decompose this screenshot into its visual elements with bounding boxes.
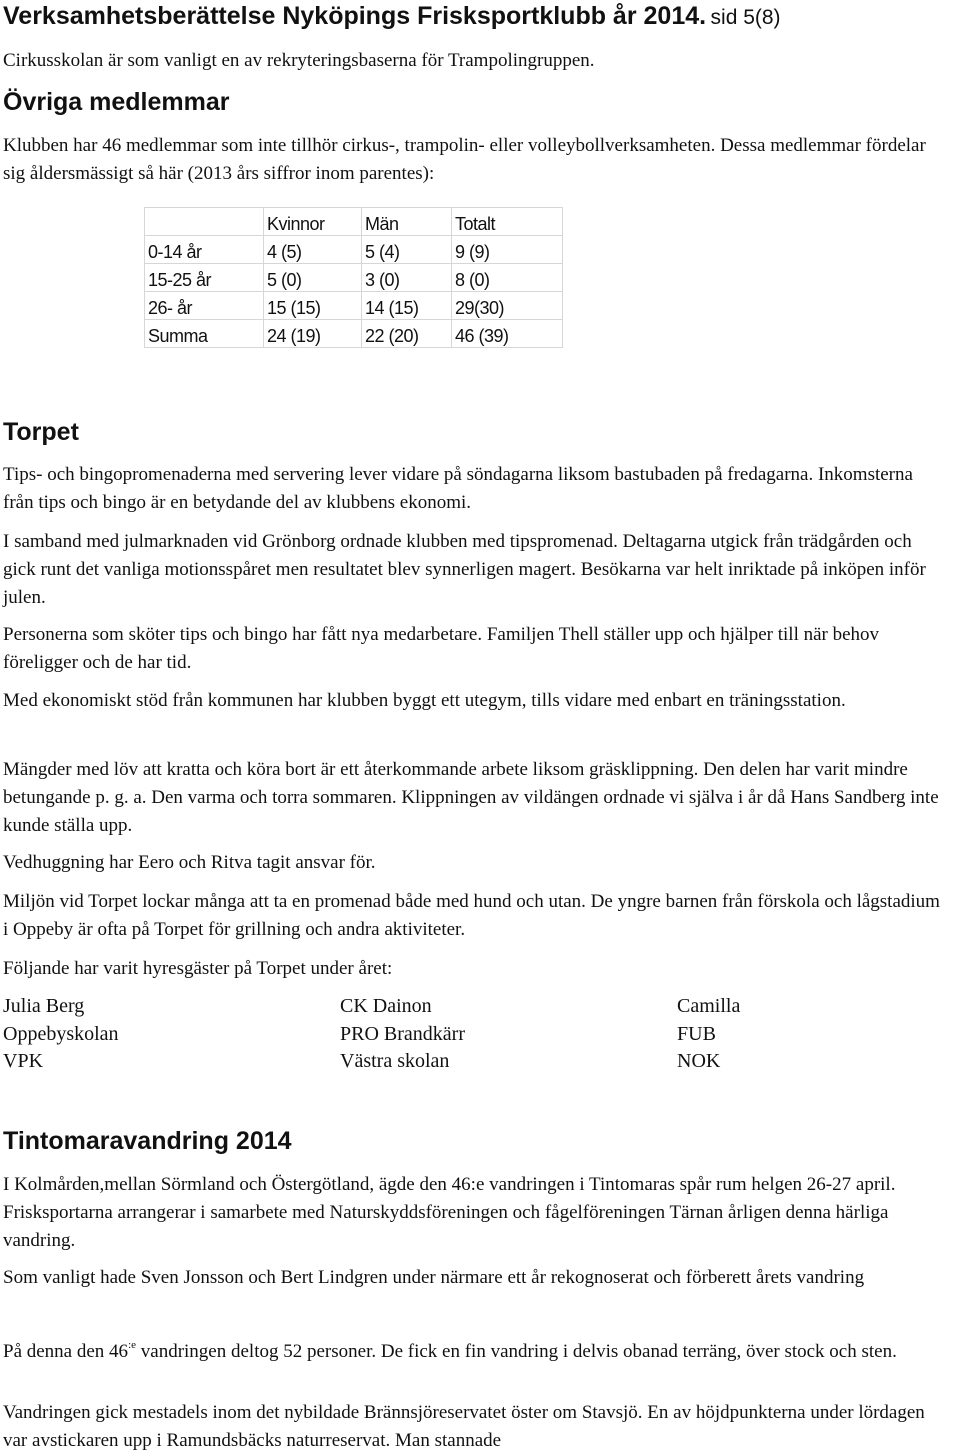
intro-paragraph: Cirkusskolan är som vanligt en av rekryteringsbaserna för Trampolingruppen. <box>3 50 595 71</box>
tenant-name: PRO Brandkärr <box>340 1022 465 1045</box>
tintomara-p3-after: vandringen deltog 52 personer. De fick en fin vandring i delvis obanad terräng, över stock och sten. <box>136 1341 897 1362</box>
table-cell: 24 (19) <box>264 320 362 348</box>
table-cell: Summa <box>145 320 264 348</box>
table-header-cell: Kvinnor <box>264 208 362 236</box>
torpet-paragraph-5: Mängder med löv att kratta och köra bort är ett återkommande arbete liksom gräsklippning. Den delen har varit mindre betungande p. g. a. Den varma och torra sommaren. Klippningen av vildängen ordnade vi själva i år då Hans Sandberg inte kunde ställa upp. <box>3 759 939 836</box>
table-header-cell: Totalt <box>452 208 563 236</box>
table-cell: 5 (0) <box>264 264 362 292</box>
table-cell: 26- år <box>145 292 264 320</box>
section-heading-tintomara: Tintomaravandring 2014 <box>3 1127 292 1155</box>
tenant-name: VPK <box>3 1050 44 1072</box>
tenants-row <box>3 995 943 1023</box>
tenant-name: FUB <box>677 1022 716 1045</box>
torpet-paragraph-4: Med ekonomiskt stöd från kommunen har klubben byggt ett utegym, tills vidare med enbart en träningsstation. <box>3 690 846 711</box>
tenant-name: CK Dainon <box>340 995 432 1017</box>
table-cell: 5 (4) <box>362 236 452 264</box>
table-cell: 14 (15) <box>362 292 452 320</box>
tenants-row <box>3 1023 943 1051</box>
torpet-paragraph-2: I samband med julmarknaden vid Grönborg ordnade klubben med tipspromenad. Deltagarna utgick från trädgården och gick runt det vanliga motionsspåret men resultatet blev synnerligen magert. Besökarna var helt inriktade på inköpen inför julen. <box>3 531 926 608</box>
table-cell: 22 (20) <box>362 320 452 348</box>
tintomara-paragraph-2: Som vanligt hade Sven Jonsson och Bert Lindgren under närmare ett år rekognoserat och förberett årets vandring <box>3 1267 865 1288</box>
tenant-name: Västra skolan <box>340 1050 450 1072</box>
torpet-paragraph-1: Tips- och bingopromenaderna med servering lever vidare på söndagarna liksom bastubaden på fredagarna. Inkomsterna från tips och bingo är en betydande del av klubbens ekonomi. <box>3 464 913 513</box>
document-title: Verksamhetsberättelse Nyköpings Frisksportklubb år 2014. <box>3 2 707 30</box>
tenants-row <box>3 1050 943 1078</box>
table-cell: 3 (0) <box>362 264 452 292</box>
tintomara-paragraph-4: Vandringen gick mestadels inom det nybildade Brännsjöreservatet öster om Stavsjö. En av höjdpunkterna under lördagen var avstickaren upp i Ramundsbäcks naturreservat. Man stannade <box>3 1402 925 1451</box>
table-cell: 9 (9) <box>452 236 563 264</box>
ordinal-suffix: :e <box>128 1339 137 1351</box>
torpet-paragraph-3: Personerna som sköter tips och bingo har fått nya medarbetare. Familjen Thell ställer upp och hjälper till när behov föreligger och de har tid. <box>3 624 880 673</box>
torpet-paragraph-6: Vedhuggning har Eero och Ritva tagit ansvar för. <box>3 852 376 873</box>
table-cell: 15-25 år <box>145 264 264 292</box>
table-header-cell: Män <box>362 208 452 236</box>
members-age-table <box>144 207 563 348</box>
tenant-name: Camilla <box>677 995 741 1017</box>
section-heading-ovriga: Övriga medlemmar <box>3 88 230 116</box>
tenant-name: NOK <box>677 1050 721 1072</box>
tenant-name: Julia Berg <box>3 995 85 1017</box>
tenants-intro: Följande har varit hyresgäster på Torpet under året: <box>3 958 393 979</box>
tenants-list <box>3 995 943 1078</box>
table-cell: 4 (5) <box>264 236 362 264</box>
ovriga-paragraph: Klubben har 46 medlemmar som inte tillhör cirkus-, trampolin- eller volleybollverksamheten. Dessa medlemmar fördelar sig åldersmässigt så här (2013 års siffror inom parentes): <box>3 135 926 184</box>
table-cell: 0-14 år <box>145 236 264 264</box>
table-cell: 46 (39) <box>452 320 563 348</box>
tintomara-paragraph-1: I Kolmården,mellan Sörmland och Östergötland, ägde den 46:e vandringen i Tintomaras spår rum helgen 26-27 april. Frisksportarna arrangerar i samarbete med Naturskyddsföreningen och fågelföreningen Tärnan årligen denna härliga vandring. <box>3 1174 896 1251</box>
table-row <box>145 264 563 292</box>
torpet-paragraph-7: Miljön vid Torpet lockar många att ta en promenad både med hund och utan. De yngre barnen från förskola och lågstadium i Oppeby är ofta på Torpet för grillning och andra aktiviteter. <box>3 891 940 940</box>
table-cell: 15 (15) <box>264 292 362 320</box>
page-number: sid 5(8) <box>710 6 781 29</box>
table-header-row <box>145 208 563 236</box>
table-cell: 8 (0) <box>452 264 563 292</box>
table-header-cell <box>145 208 264 236</box>
table-cell: 29(30) <box>452 292 563 320</box>
tenant-name: Oppebyskolan <box>3 1022 119 1045</box>
table-row <box>145 320 563 348</box>
table-row <box>145 292 563 320</box>
tintomara-p3-before: På denna den 46 <box>3 1341 129 1362</box>
table-row <box>145 236 563 264</box>
tintomara-paragraph-3 <box>3 1331 948 1366</box>
page-header <box>3 2 953 31</box>
section-heading-torpet: Torpet <box>3 418 79 446</box>
